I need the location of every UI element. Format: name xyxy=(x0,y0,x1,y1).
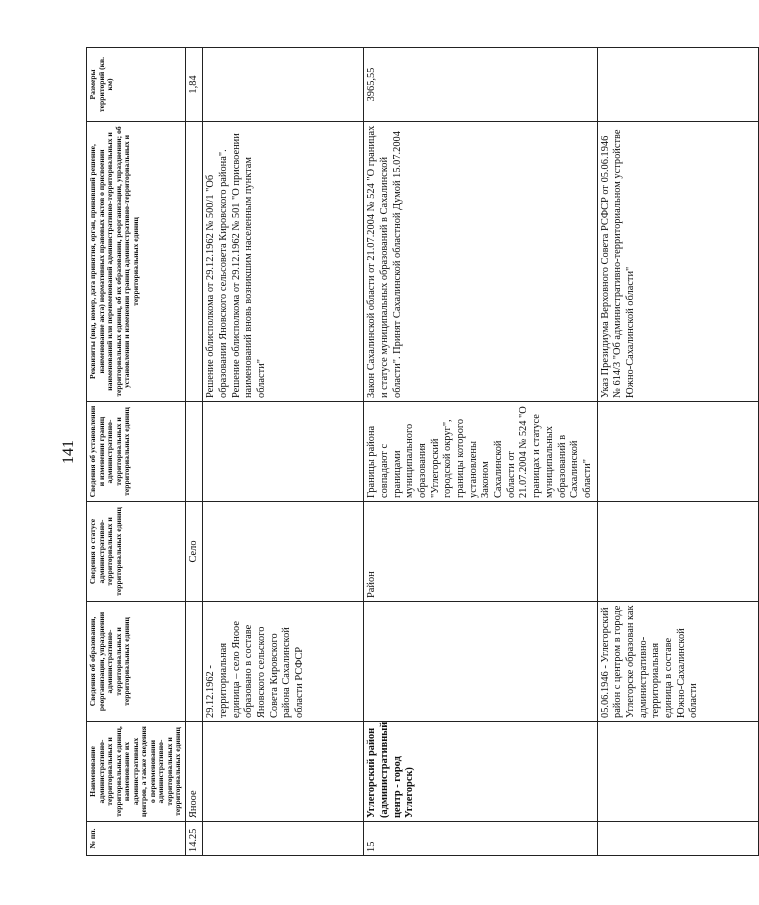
cell-requisites: Закон Сахалинской области от 21.07.2004 № 524 "О границах и статусе муниципальных образований в Сахалинской области". Принят Сахалинской областной Думой 15.07.2004 xyxy=(364,122,597,402)
header-num: № пп. xyxy=(87,822,186,856)
page-number: 141 xyxy=(60,440,77,464)
cell-requisites xyxy=(185,122,203,402)
cell-formation: 29.12.1962 - территориальная единица – село Яноое образовано в составе Яновского сельского Совета Кировского района Сахалинской области РСФСР xyxy=(203,602,364,722)
header-formation: Сведения об образовании, реорганизации, упразднении административно-территориальных и территориальных единиц xyxy=(87,602,186,722)
cell-num xyxy=(203,822,364,856)
header-boundaries: Сведения об установлении и изменении границ административно-территориальных и территориальных единиц xyxy=(87,402,186,502)
cell-area xyxy=(597,48,758,122)
table-row xyxy=(185,48,203,856)
cell-name xyxy=(597,722,758,822)
cell-formation xyxy=(364,602,597,722)
table-header-row xyxy=(87,48,186,856)
header-status: Сведения о статусе административно-территориальных и территориальных единиц xyxy=(87,502,186,602)
cell-num xyxy=(597,822,758,856)
cell-requisites: Указ Президиума Верховного Совета РСФСР от 05.06.1946 № 614/3 "Об административно-территориальном устройстве Южно-Сахалинской области" xyxy=(597,122,758,402)
table-row xyxy=(364,48,597,856)
cell-boundaries xyxy=(185,402,203,502)
cell-status xyxy=(203,502,364,602)
header-area: Размеры территорий (кв. км) xyxy=(87,48,186,122)
cell-formation: 05.06.1946 - Углегорский район с центром в городе Углегорске образован как административно-территориальная единица в составе Южно-Сахалинской области xyxy=(597,602,758,722)
cell-area xyxy=(203,48,364,122)
territory-register-table xyxy=(86,47,759,856)
cell-status: Село xyxy=(185,502,203,602)
cell-num: 14.25 xyxy=(185,822,203,856)
cell-area: 3965,55 xyxy=(364,48,597,122)
cell-status xyxy=(597,502,758,602)
table-row xyxy=(597,48,758,856)
header-requisites: Реквизиты (вид, номер, дата принятия, орган, принявший решение, наименование акта) нормативных правовых актов о присвоении наименований или переименований административно-территориальных и территориальных единиц, об их образовании, реорганизации, упразднении; об установлении и изменении границ административно-территориальных и территориальных единиц xyxy=(87,122,186,402)
cell-status: Район xyxy=(364,502,597,602)
cell-boundaries: Границы района совпадают с границами муниципального образования "Углегорский городской округ", границы которого установлены Законом Сахалинской области от 21.07.2004 № 524 "О границах и статусе муниципальных образований в Сахалинской области" xyxy=(364,402,597,502)
cell-formation xyxy=(185,602,203,722)
cell-boundaries xyxy=(597,402,758,502)
cell-requisites: Решение облисполкома от 29.12.1962 № 500/1 "Об образовании Яновского сельсовета Кировского района". Решение облисполкома от 29.12.1962 № 501 "О присвоении наименований вновь возникшим населенным пунктам области" xyxy=(203,122,364,402)
cell-name: Углегорский район (административный центр - город Углегорск) xyxy=(364,722,597,822)
cell-boundaries xyxy=(203,402,364,502)
cell-num: 15 xyxy=(364,822,597,856)
rotated-table-page xyxy=(60,42,700,862)
header-name: Наименование административно-территориальных и территориальных единиц, наименование их административных центров, а также сведения о переименовании административно-территориальных и территориальных единиц xyxy=(87,722,186,822)
cell-name xyxy=(203,722,364,822)
cell-name: Яноое xyxy=(185,722,203,822)
cell-area: 1,84 xyxy=(185,48,203,122)
table-row xyxy=(203,48,364,856)
